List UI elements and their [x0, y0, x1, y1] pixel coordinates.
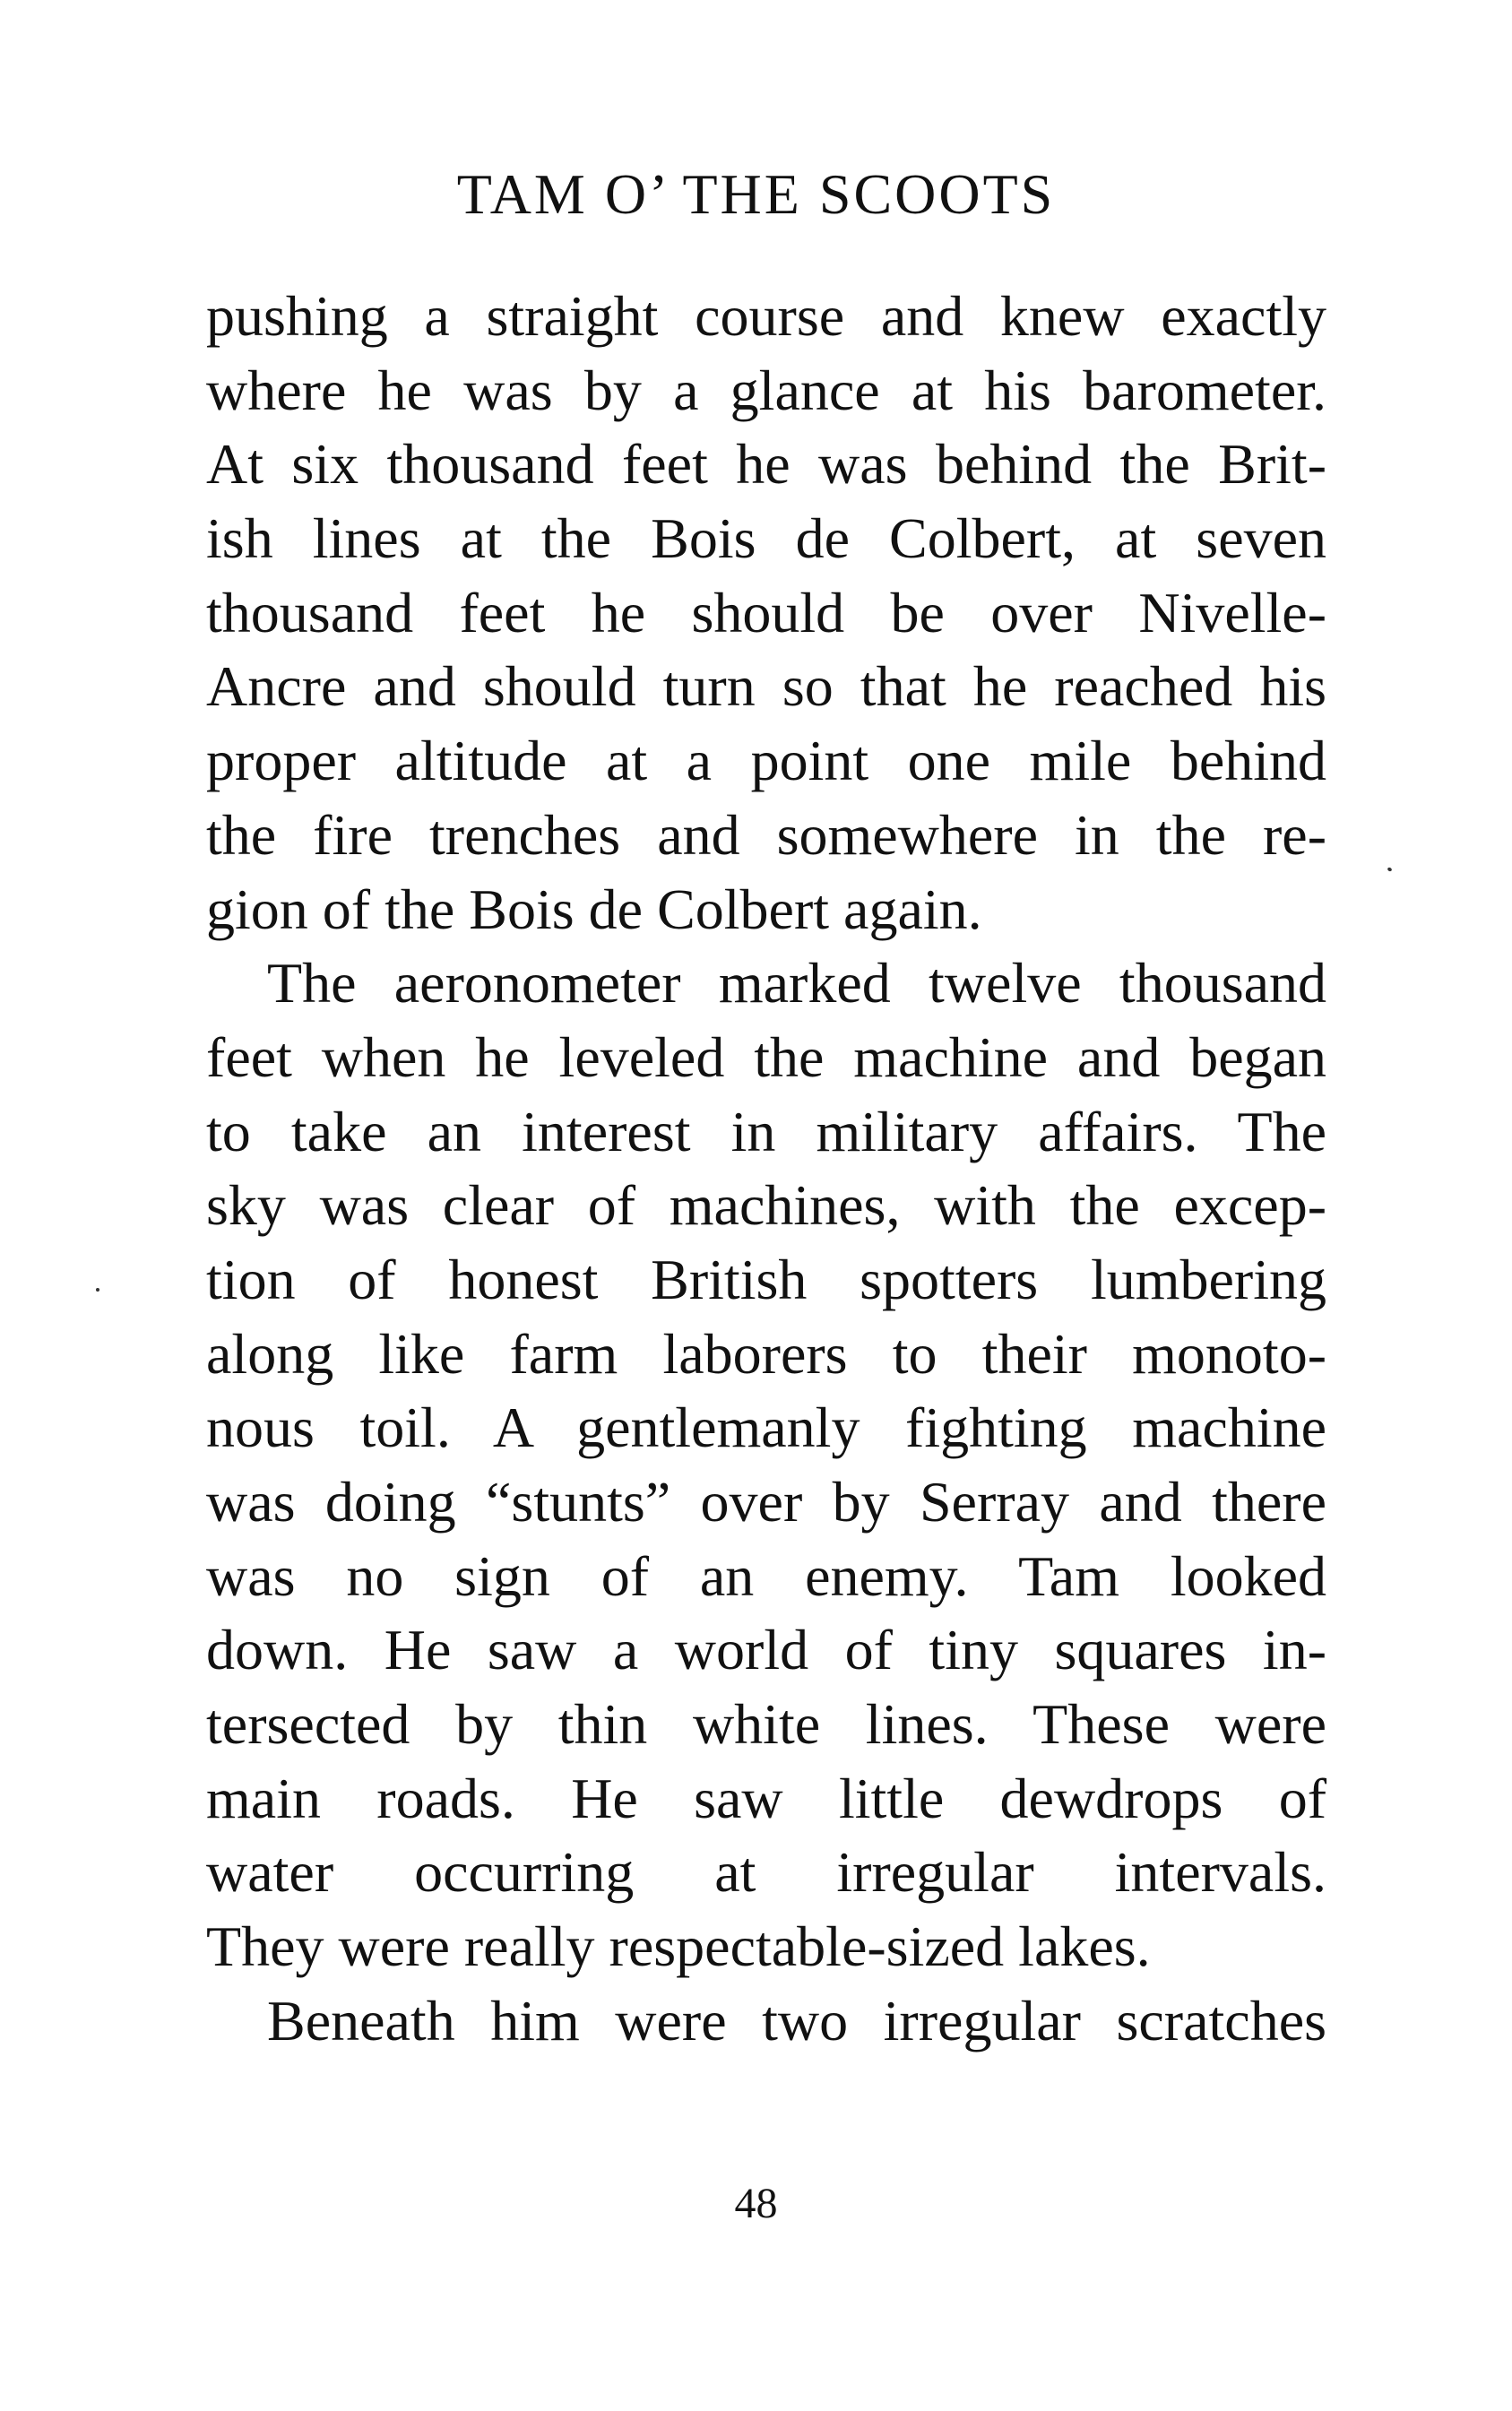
- text-line: to take an interest in military affairs. The: [206, 1099, 1326, 1163]
- text-line: water occurring at irregular intervals.: [206, 1840, 1326, 1905]
- text-line: was no sign of an enemy. Tam looked: [206, 1543, 1326, 1608]
- text-line: tion of honest British spotters lumbering: [206, 1247, 1326, 1311]
- print-speck: [96, 1288, 99, 1292]
- text-line: down. He saw a world of tiny squares in-: [206, 1618, 1326, 1682]
- text-line: tersected by thin white lines. These were: [206, 1692, 1326, 1757]
- text-line: Beneath him were two irregular scratches: [267, 1988, 1326, 2052]
- text-line: The aeronometer marked twelve thousand: [267, 951, 1326, 1015]
- text-line: feet when he leveled the machine and began: [206, 1024, 1326, 1089]
- text-line: At six thousand feet he was behind the Brit-: [206, 432, 1326, 497]
- text-line: the fire trenches and somewhere in the re-: [206, 802, 1326, 867]
- text-line: Ancre and should turn so that he reached his: [206, 654, 1326, 719]
- text-line: thousand feet he should be over Nivelle-: [206, 580, 1326, 644]
- text-line: along like farm laborers to their monoto-: [206, 1321, 1326, 1386]
- text-line: nous toil. A gentlemanly fighting machine: [206, 1396, 1326, 1460]
- text-line: was doing “stunts” over by Serray and there: [206, 1470, 1326, 1534]
- page-number: 48: [734, 2180, 778, 2227]
- print-speck: [1387, 867, 1392, 872]
- text-line: main roads. He saw little dewdrops of: [206, 1766, 1326, 1830]
- text-line: sky was clear of machines, with the excep-: [206, 1173, 1326, 1238]
- running-head: TAM O’ THE SCOOTS: [456, 162, 1056, 226]
- body-text: [206, 280, 1326, 2059]
- text-line: where he was by a glance at his barometer.: [206, 358, 1326, 422]
- text-line: They were really respectable-sized lakes.: [206, 1914, 1151, 1979]
- text-line: ish lines at the Bois de Colbert, at seven: [206, 506, 1326, 571]
- text-line: proper altitude at a point one mile behind: [206, 729, 1326, 793]
- text-line: pushing a straight course and knew exactly: [206, 284, 1326, 348]
- text-line: gion of the Bois de Colbert again.: [206, 877, 982, 941]
